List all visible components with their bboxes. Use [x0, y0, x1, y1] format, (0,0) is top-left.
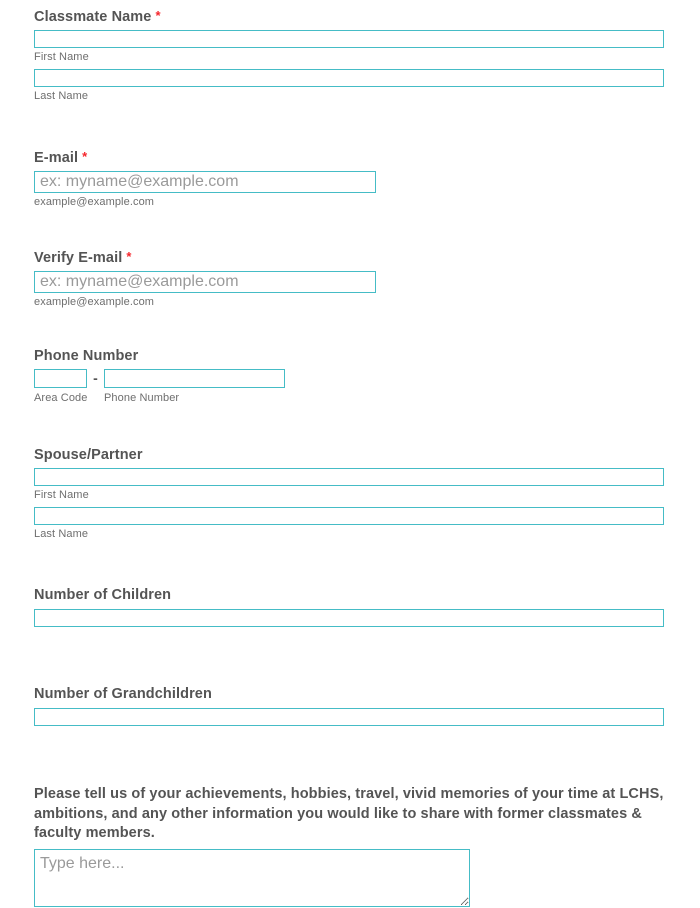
required-asterisk-icon: * [126, 249, 132, 264]
verify-email-input[interactable] [34, 271, 376, 293]
field-email [34, 148, 376, 209]
field-notes [34, 785, 664, 907]
required-asterisk-icon: * [155, 8, 161, 23]
spouse-partner-label: Spouse/Partner [34, 447, 143, 463]
required-asterisk-icon: * [82, 149, 88, 164]
phone-separator-dash: - [93, 370, 98, 386]
classmate-first-name-sublabel: First Name [34, 51, 89, 63]
classmate-name-label-text: Classmate Name [34, 9, 152, 25]
verify-email-sublabel: example@example.com [34, 296, 155, 308]
verify-email-label-text: Verify E-mail [34, 250, 123, 266]
classmate-last-name-input[interactable] [34, 69, 664, 87]
phone-inputs-row [34, 369, 285, 388]
spouse-last-name-input[interactable] [34, 507, 664, 525]
phone-sublabels-row [34, 391, 285, 405]
notes-label: Please tell us of your achievements, hobbies, travel, vivid memories of your time at LCHS, ambitions, and any other information you would like to share with former classmates & faculty members. [34, 786, 664, 841]
field-spouse-partner [34, 446, 664, 541]
field-verify-email [34, 248, 376, 309]
email-label [34, 148, 376, 167]
notes-textarea[interactable] [34, 849, 470, 907]
phone-area-code-input[interactable] [34, 369, 87, 388]
number-of-grandchildren-label: Number of Grandchildren [34, 686, 212, 702]
email-input[interactable] [34, 171, 376, 193]
classmate-first-name-input[interactable] [34, 30, 664, 48]
field-phone-number [34, 347, 285, 405]
number-of-children-label: Number of Children [34, 587, 172, 603]
spouse-first-name-sublabel: First Name [34, 489, 89, 501]
classmate-last-name-sublabel: Last Name [34, 90, 89, 102]
email-label-text: E-mail [34, 150, 79, 166]
verify-email-label [34, 248, 376, 267]
phone-area-code-sublabel: Area Code [34, 392, 88, 404]
number-of-children-input[interactable] [34, 609, 664, 627]
phone-number-sublabel: Phone Number [104, 392, 180, 404]
spouse-last-name-sublabel: Last Name [34, 528, 89, 540]
number-of-grandchildren-input[interactable] [34, 708, 664, 726]
phone-number-input[interactable] [104, 369, 285, 388]
phone-number-label: Phone Number [34, 348, 139, 364]
field-number-of-grandchildren [34, 685, 664, 726]
spouse-first-name-input[interactable] [34, 468, 664, 486]
field-classmate-name [34, 7, 664, 103]
field-number-of-children [34, 586, 664, 627]
email-sublabel: example@example.com [34, 196, 155, 208]
classmate-name-label [34, 7, 664, 26]
